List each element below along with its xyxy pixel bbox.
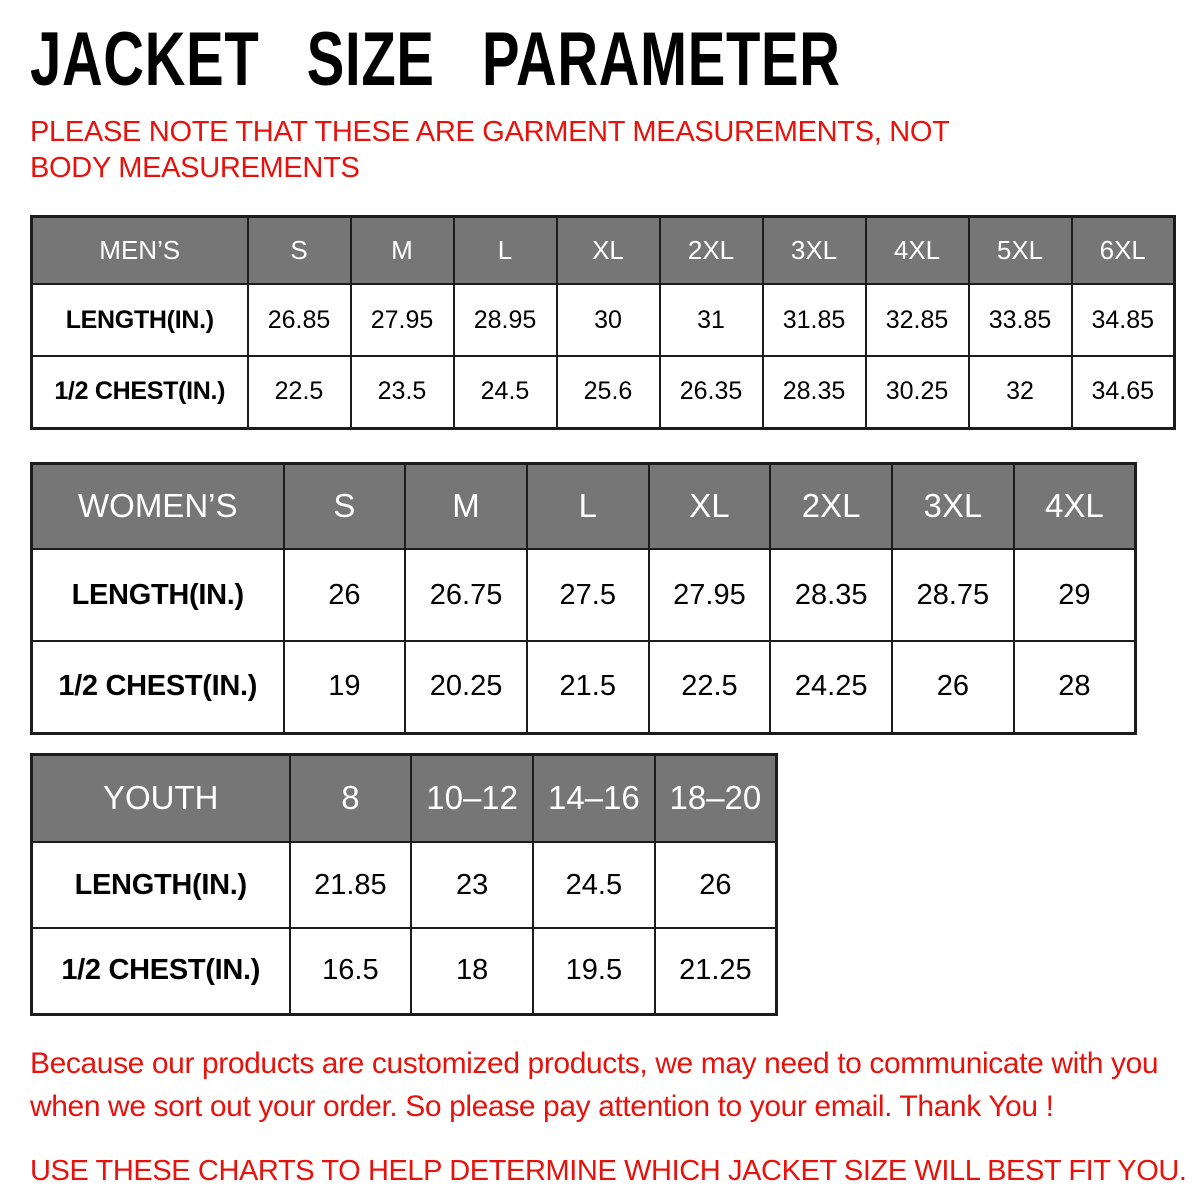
- value-cell: 28.75: [892, 549, 1014, 641]
- size-table: [30, 753, 778, 1016]
- value-cell: 24.25: [770, 641, 892, 733]
- table-row: [32, 356, 1175, 428]
- value-cell: 21.25: [655, 928, 777, 1014]
- value-cell: 33.85: [969, 284, 1072, 356]
- size-header-cell: M: [351, 216, 454, 284]
- value-cell: 23.5: [351, 356, 454, 428]
- size-header-cell: 8: [290, 754, 412, 842]
- size-header-cell: 4XL: [1014, 463, 1136, 549]
- size-header-cell: 2XL: [770, 463, 892, 549]
- size-table: [30, 462, 1137, 735]
- value-cell: 31: [660, 284, 763, 356]
- row-label-cell: 1/2 CHEST(IN.): [32, 356, 248, 428]
- size-header-cell: 5XL: [969, 216, 1072, 284]
- size-header-cell: XL: [557, 216, 660, 284]
- table-row: [32, 842, 777, 928]
- row-label-cell: LENGTH(IN.): [32, 842, 290, 928]
- size-header-cell: L: [527, 463, 649, 549]
- size-header-cell: 3XL: [763, 216, 866, 284]
- youth-size-table: [30, 753, 1176, 1016]
- page-title: JACKET SIZE PARAMETER: [30, 17, 841, 102]
- table-title-cell: YOUTH: [32, 754, 290, 842]
- value-cell: 26.85: [248, 284, 351, 356]
- value-cell: 18: [411, 928, 533, 1014]
- size-header-cell: S: [248, 216, 351, 284]
- value-cell: 27.95: [351, 284, 454, 356]
- row-label-cell: LENGTH(IN.): [32, 284, 248, 356]
- value-cell: 19.5: [533, 928, 655, 1014]
- value-cell: 26: [284, 549, 406, 641]
- size-header-cell: 18–20: [655, 754, 777, 842]
- table-row: [32, 284, 1175, 356]
- size-header-cell: 6XL: [1072, 216, 1175, 284]
- table-row: [32, 928, 777, 1014]
- size-header-cell: 3XL: [892, 463, 1014, 549]
- value-cell: 28.35: [770, 549, 892, 641]
- value-cell: 21.5: [527, 641, 649, 733]
- value-cell: 21.85: [290, 842, 412, 928]
- value-cell: 32: [969, 356, 1072, 428]
- value-cell: 28.35: [763, 356, 866, 428]
- value-cell: 20.25: [405, 641, 527, 733]
- value-cell: 24.5: [533, 842, 655, 928]
- customization-notice: Because our products are customized products, we may need to communicate with you when we sort out your order. So please pay attention to your email. Thank You !: [30, 1046, 1159, 1123]
- value-cell: 23: [411, 842, 533, 928]
- table-header-row: [32, 754, 777, 842]
- row-label-cell: 1/2 CHEST(IN.): [32, 641, 284, 733]
- table-header-row: [32, 463, 1136, 549]
- value-cell: 34.65: [1072, 356, 1175, 428]
- fit-advice-line: USE THESE CHARTS TO HELP DETERMINE WHICH JACKET SIZE WILL BEST FIT YOU.: [30, 1154, 1187, 1187]
- table-header-row: [32, 216, 1175, 284]
- size-header-cell: L: [454, 216, 557, 284]
- value-cell: 27.95: [649, 549, 771, 641]
- value-cell: 22.5: [248, 356, 351, 428]
- row-label-cell: LENGTH(IN.): [32, 549, 284, 641]
- size-header-cell: 4XL: [866, 216, 969, 284]
- value-cell: 32.85: [866, 284, 969, 356]
- value-cell: 26.75: [405, 549, 527, 641]
- size-header-cell: 10–12: [411, 754, 533, 842]
- value-cell: 26.35: [660, 356, 763, 428]
- value-cell: 25.6: [557, 356, 660, 428]
- table-row: [32, 549, 1136, 641]
- value-cell: 22.5: [649, 641, 771, 733]
- row-label-cell: 1/2 CHEST(IN.): [32, 928, 290, 1014]
- value-cell: 29: [1014, 549, 1136, 641]
- value-cell: 30: [557, 284, 660, 356]
- table-title-cell: MEN’S: [32, 216, 248, 284]
- size-table: [30, 215, 1176, 430]
- value-cell: 27.5: [527, 549, 649, 641]
- value-cell: 30.25: [866, 356, 969, 428]
- value-cell: 26: [892, 641, 1014, 733]
- table-title-cell: WOMEN’S: [32, 463, 284, 549]
- size-header-cell: S: [284, 463, 406, 549]
- size-header-cell: M: [405, 463, 527, 549]
- value-cell: 19: [284, 641, 406, 733]
- value-cell: 28.95: [454, 284, 557, 356]
- mens-size-table: [30, 215, 1176, 430]
- womens-size-table: [30, 462, 1176, 735]
- value-cell: 28: [1014, 641, 1136, 733]
- garment-measurement-note: PLEASE NOTE THAT THESE ARE GARMENT MEASUREMENTS, NOT BODY MEASUREMENTS: [30, 116, 950, 185]
- size-header-cell: 2XL: [660, 216, 763, 284]
- value-cell: 34.85: [1072, 284, 1175, 356]
- value-cell: 26: [655, 842, 777, 928]
- size-header-cell: 14–16: [533, 754, 655, 842]
- value-cell: 24.5: [454, 356, 557, 428]
- size-header-cell: XL: [649, 463, 771, 549]
- table-row: [32, 641, 1136, 733]
- value-cell: 16.5: [290, 928, 412, 1014]
- value-cell: 31.85: [763, 284, 866, 356]
